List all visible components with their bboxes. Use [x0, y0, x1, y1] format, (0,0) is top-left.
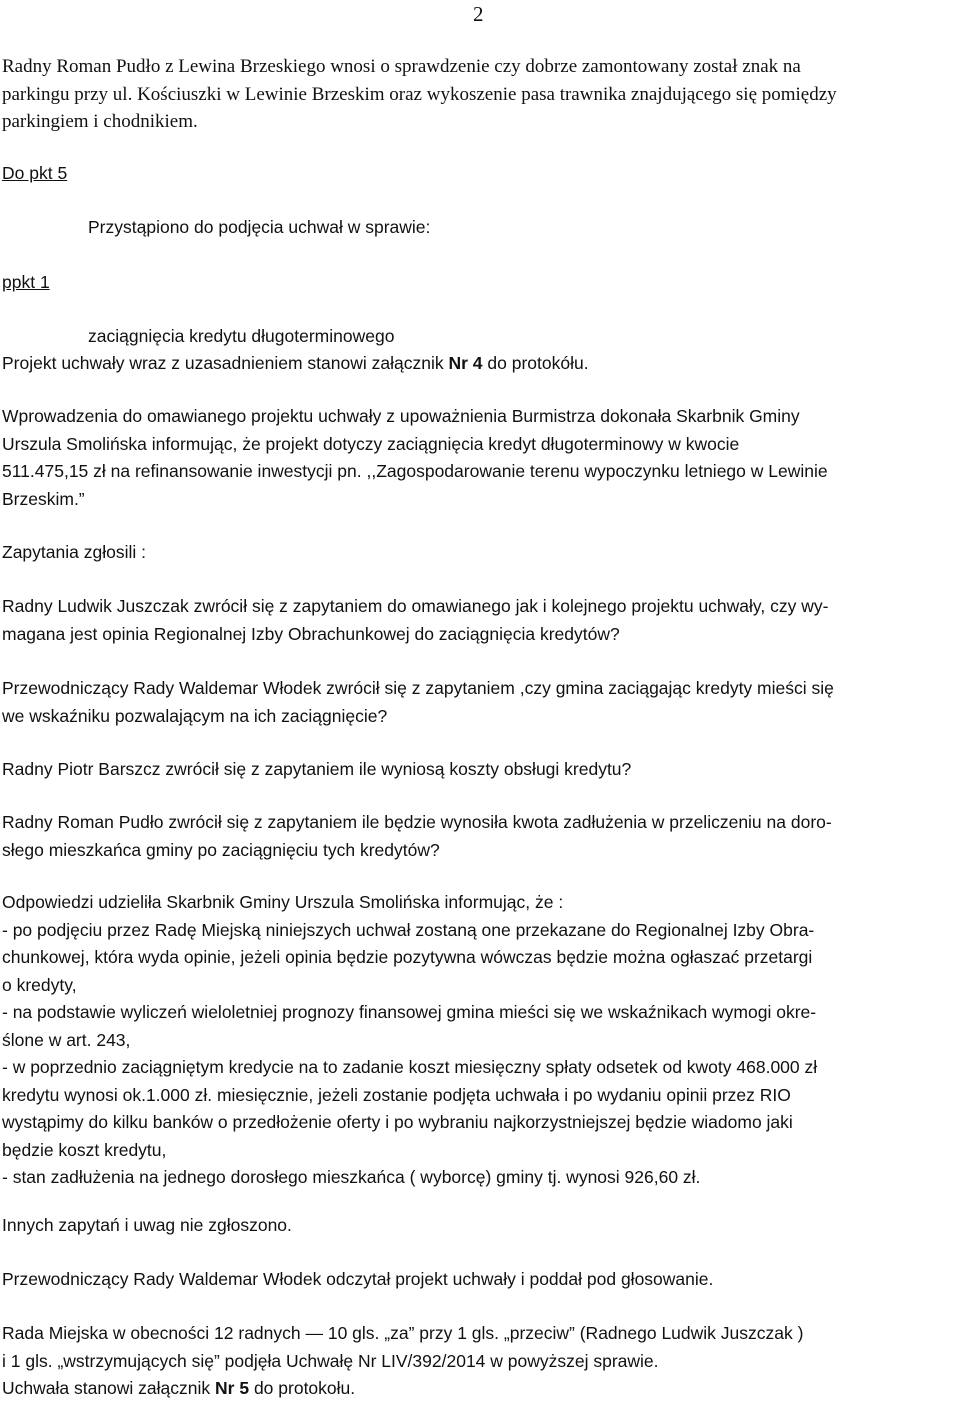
text-line: parkingu przy ul. Kościuszki w Lewinie Brzeskim oraz wykoszenie pasa trawnika znajdującego się pomiędzy [2, 83, 837, 105]
text-line: wystąpimy do kilku banków o przedłożenie oferty i po wybraniu najkorzystniejszej będzie wiadomo jaki [2, 1112, 793, 1132]
text-line: chunkowej, która wyda opinie, jeżeli opinia będzie pozytywna wówczas będzie można ogłaszać przetargi [2, 947, 813, 967]
question-wlodek [2, 675, 957, 730]
text-line: ślone w art. 243, [2, 1029, 131, 1050]
final-attachment [2, 1375, 957, 1403]
text-line: Odpowiedzi udzieliła Skarbnik Gminy Urszula Smolińska informując, że : [2, 892, 564, 912]
text-line: - stan zadłużenia na jednego dorosłego mieszkańca ( wyborcę) gminy tj. wynosi 926,60 zł. [2, 1167, 701, 1187]
text-line: będzie koszt kredytu, [2, 1139, 167, 1160]
text-line: we wskaźniku pozwalającym na ich zaciągnięcie? [2, 705, 388, 726]
question-pudlo [2, 809, 957, 864]
final-attachment-number: Nr 5 [215, 1378, 250, 1398]
text-line: 511.475,15 zł na refinansowanie inwestycji pn. ,,Zagospodarowanie terenu wypoczynku letniego w Lewinie [2, 461, 828, 481]
attachment-suffix: do protokółu. [487, 353, 589, 373]
vote-paragraph [2, 1320, 957, 1403]
attachment-prefix: Projekt uchwały wraz z uzasadnieniem stanowi załącznik [2, 353, 444, 373]
text-line: - po podjęciu przez Radę Miejską niniejszych uchwał zostaną one przekazane do Regionalnej Izby Obra- [2, 919, 815, 940]
text-line: - na podstawie wyliczeń wieloletniej prognozy finansowej gmina mieści się we wskaźnikach wymogi okre- [2, 1002, 817, 1022]
text-line: Rada Miejska w obecności 12 radnych — 10 gls. „za” przy 1 gls. „przeciw” (Radnego Ludwik Juszczak ) [2, 1323, 804, 1343]
text-line: Wprowadzenia do omawianego projektu uchwały z upoważnienia Burmistrza dokonała Skarbnik Gminy [2, 406, 800, 426]
subpoint-title: zaciągnięcia kredytu długoterminowego [88, 326, 395, 346]
text-line: kredytu wynosi ok.1.000 zł. miesięcznie, jeżeli zostanie podjęta uchwała i po wydaniu opinii przez RIO [2, 1084, 791, 1105]
text-line: Radny Roman Pudło zwrócił się z zapytaniem ile będzie wynosiła kwota zadłużenia w przeliczeniu na doro- [2, 812, 832, 832]
resolution-intro: Przystąpiono do podjęcia uchwał w sprawie: [88, 217, 431, 237]
final-attachment-suffix: do protokołu. [253, 1378, 356, 1398]
text-line: Radny Ludwik Juszczak zwrócił się z zapytaniem do omawianego jak i kolejnego projektu uchwały, czy wy- [2, 596, 829, 616]
section-heading: Do pkt 5 [2, 163, 68, 183]
text-line: o kredyty, [2, 974, 77, 995]
text-line: Radny Roman Pudło z Lewina Brzeskiego wnosi o sprawdzenie czy dobrze zamontowany został znak na [2, 56, 801, 77]
answers-paragraph [2, 889, 957, 1192]
intro-paragraph [2, 53, 957, 136]
no-more-questions: Innych zapytań i uwag nie zgłoszono. [2, 1215, 292, 1235]
text-line: parkingiem i chodnikiem. [2, 111, 198, 132]
subpoint-heading: ppkt 1 [2, 272, 50, 292]
presentation-paragraph [2, 403, 957, 513]
text-line: Urszula Smolińska informując, że projekt dotyczy zaciągnięcia kredyt długoterminowy w kwocie [2, 433, 740, 454]
text-line: słego mieszkańca gminy po zaciągnięciu tych kredytów? [2, 839, 440, 860]
chair-reading: Przewodniczący Rady Waldemar Włodek odczytał projekt uchwały i poddał pod głosowanie. [2, 1269, 714, 1289]
page-number: 2 [473, 2, 484, 26]
attachment-note [2, 350, 957, 378]
text-line: Radny Piotr Barszcz zwrócił się z zapytaniem ile wyniosą koszty obsługi kredytu? [2, 759, 632, 779]
question-juszczak [2, 593, 957, 648]
questions-heading: Zapytania zgłosili : [2, 542, 146, 562]
attachment-number: Nr 4 [448, 353, 483, 373]
text-line: magana jest opinia Regionalnej Izby Obrachunkowej do zaciągnięcia kredytów? [2, 623, 620, 644]
final-attachment-prefix: Uchwała stanowi załącznik [2, 1378, 211, 1398]
text-line: i 1 gls. „wstrzymujących się” podjęła Uchwałę Nr LIV/392/2014 w powyższej sprawie. [2, 1350, 659, 1371]
text-line: Przewodniczący Rady Waldemar Włodek zwrócił się z zapytaniem ,czy gmina zaciągając kredyty mieści się [2, 678, 834, 698]
question-barszcz [2, 756, 957, 784]
text-line: Brzeskim.” [2, 488, 85, 509]
text-line: - w poprzednio zaciągniętym kredycie na to zadanie koszt miesięczny spłaty odsetek od kwoty 468.000 zł [2, 1057, 818, 1077]
